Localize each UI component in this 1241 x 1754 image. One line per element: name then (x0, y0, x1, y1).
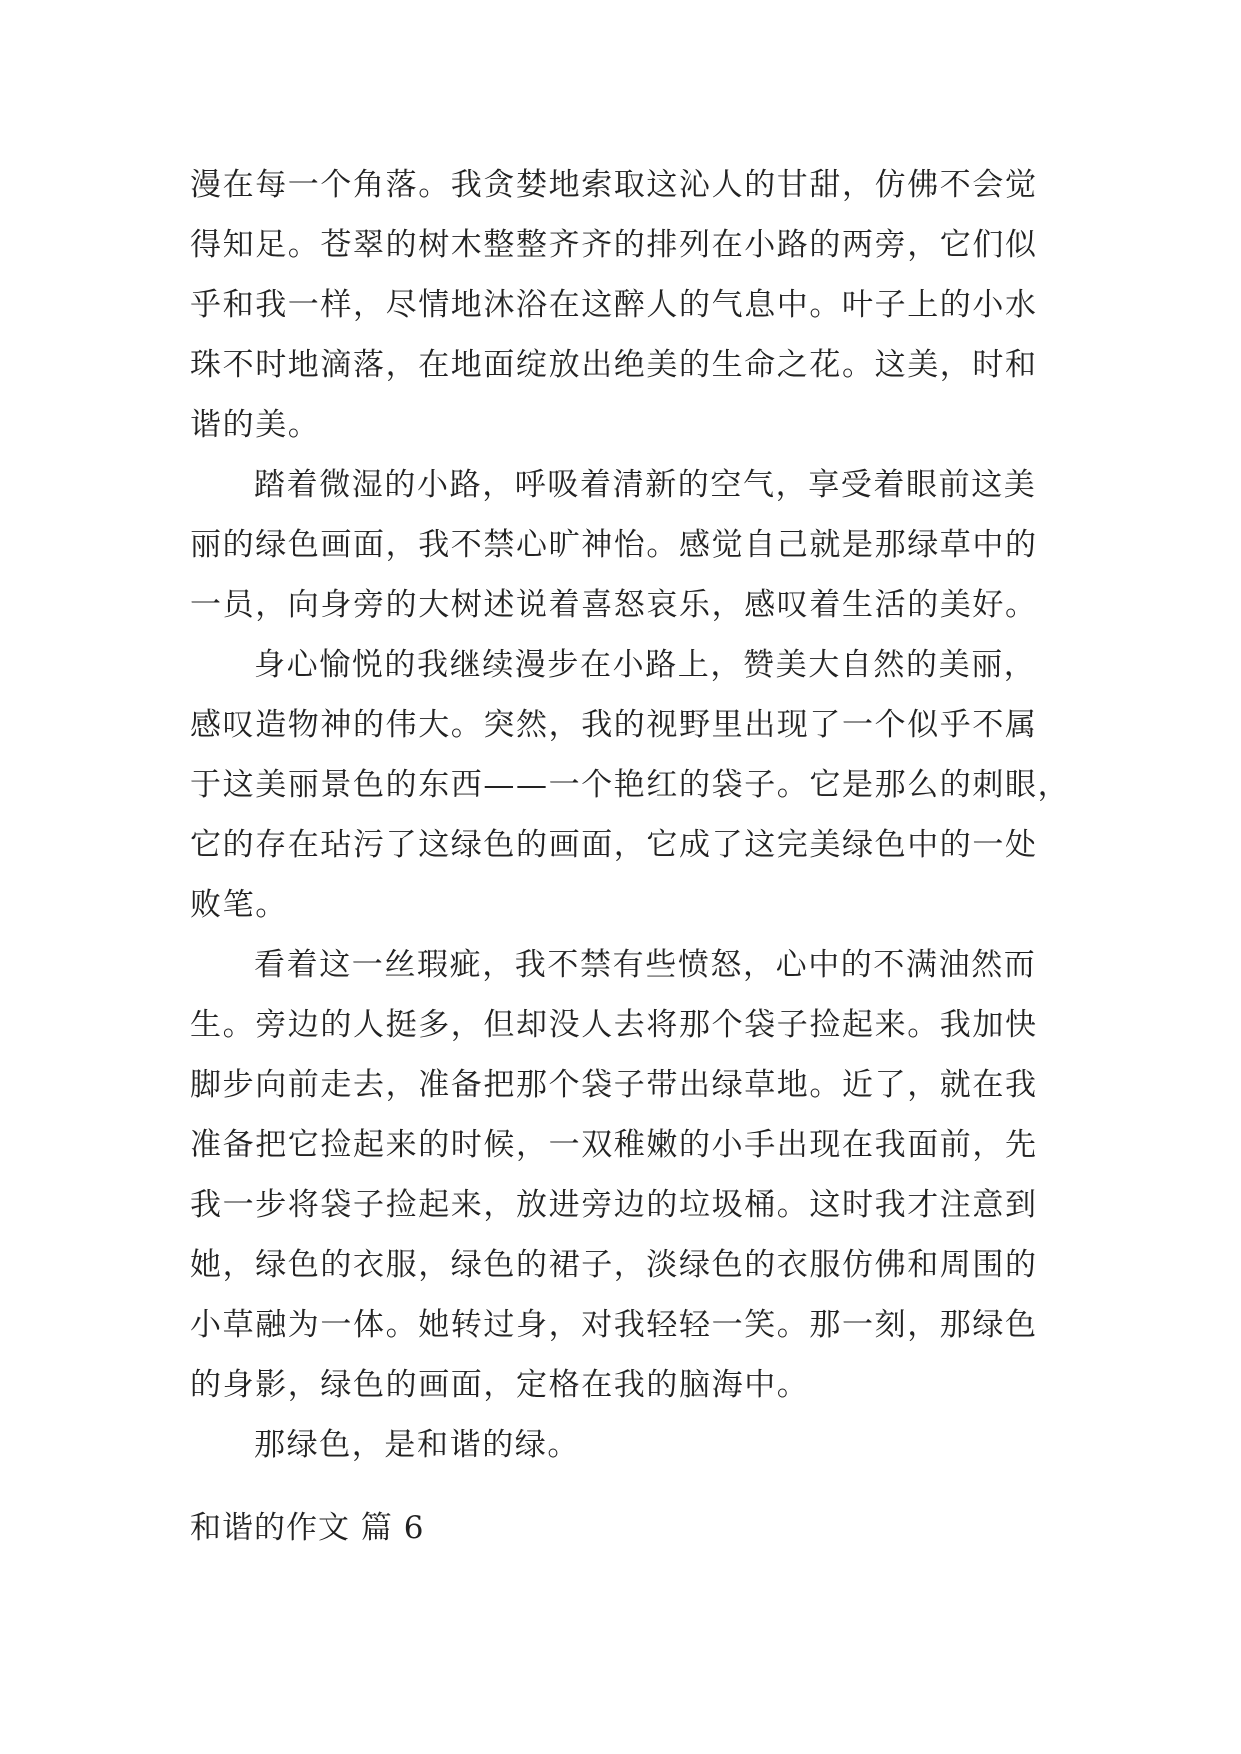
essay-body (190, 155, 1071, 1475)
paragraph-start-line: 看着这一丝瑕疵，我不禁有些愤怒，心中的不满油然而 (254, 947, 1037, 983)
text-line: 小草融为一体。她转过身，对我轻轻一笑。那一刻，那绿色 (190, 1307, 1038, 1343)
text-line: 的身影，绿色的画面，定格在我的脑海中。 (190, 1367, 810, 1403)
text-line: 一员，向身旁的大树述说着喜怒哀乐，感叹着生活的美好。 (190, 587, 1038, 623)
paragraph-start-line: 踏着微湿的小路，呼吸着清新的空气，享受着眼前这美 (254, 467, 1037, 503)
text-line: 谐的美。 (190, 407, 321, 443)
section-heading: 和谐的作文 篇 6 (190, 1510, 425, 1546)
text-line: 漫在每一个角落。我贪婪地索取这沁人的甘甜，仿佛不会觉 (190, 167, 1038, 203)
text-line: 我一步将袋子捡起来，放进旁边的垃圾桶。这时我才注意到 (190, 1187, 1038, 1223)
text-line: 它的存在玷污了这绿色的画面，它成了这完美绿色中的一处 (190, 827, 1038, 863)
text-line: 乎和我一样，尽情地沐浴在这醉人的气息中。叶子上的小水 (190, 287, 1038, 323)
paragraph-start-line: 身心愉悦的我继续漫步在小路上，赞美大自然的美丽， (254, 647, 1037, 683)
text-line: 她，绿色的衣服，绿色的裙子，淡绿色的衣服仿佛和周围的 (190, 1247, 1038, 1283)
text-line: 丽的绿色画面，我不禁心旷神怡。感觉自己就是那绿草中的 (190, 527, 1038, 563)
text-line: 败笔。 (190, 887, 288, 923)
text-line: 珠不时地滴落，在地面绽放出绝美的生命之花。这美，时和 (190, 347, 1038, 383)
text-line: 于这美丽景色的东西——一个艳红的袋子。它是那么的刺眼， (190, 767, 1071, 803)
text-line: 生。旁边的人挺多，但却没人去将那个袋子捡起来。我加快 (190, 1007, 1038, 1043)
paragraph-start-line: 那绿色，是和谐的绿。 (254, 1427, 580, 1463)
text-line: 得知足。苍翠的树木整整齐齐的排列在小路的两旁，它们似 (190, 227, 1038, 263)
text-line: 准备把它捡起来的时候，一双稚嫩的小手出现在我面前，先 (190, 1127, 1038, 1163)
text-line: 脚步向前走去，准备把那个袋子带出绿草地。近了，就在我 (190, 1067, 1038, 1103)
text-line: 感叹造物神的伟大。突然，我的视野里出现了一个似乎不属 (190, 707, 1038, 743)
